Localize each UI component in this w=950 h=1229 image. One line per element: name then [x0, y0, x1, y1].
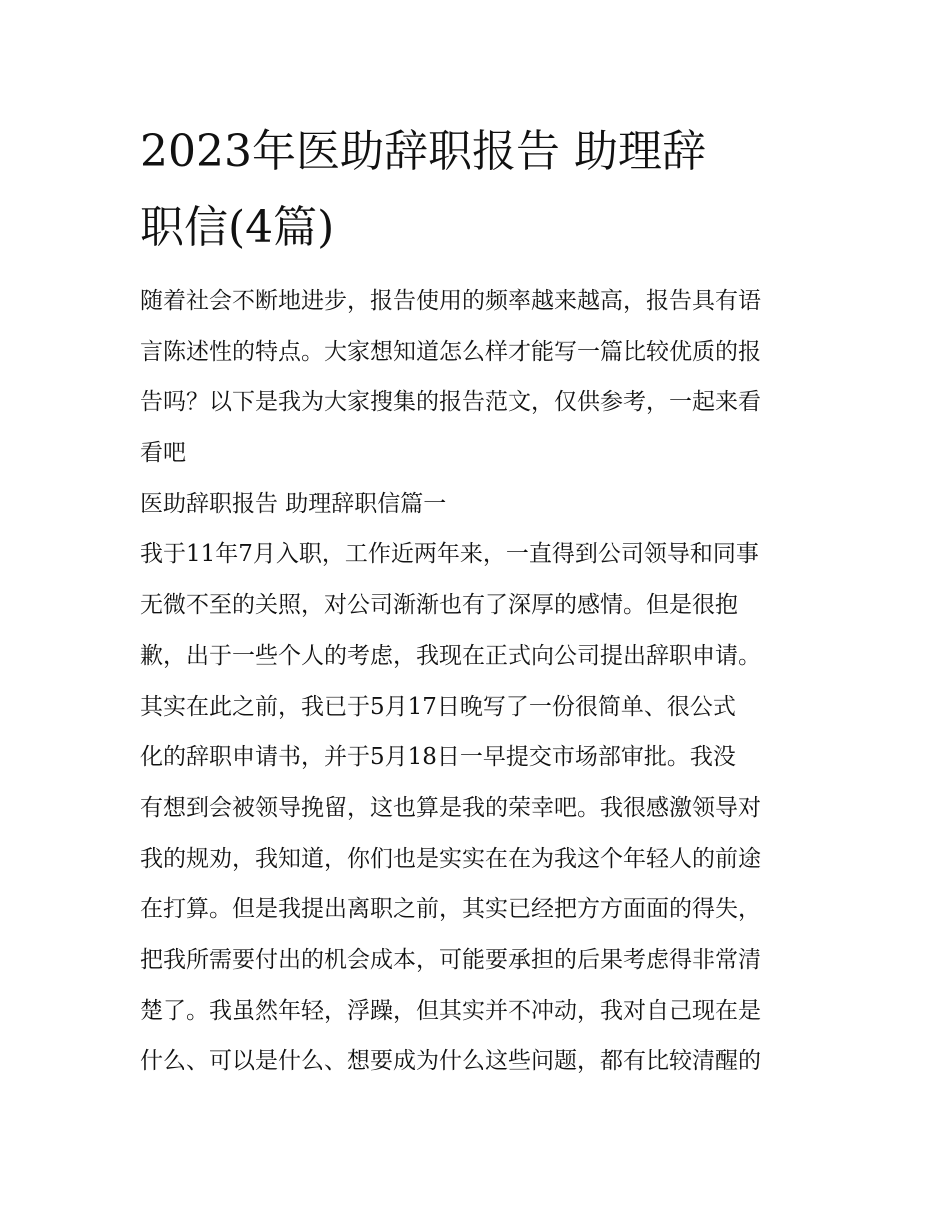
title-line-2: 职信(4篇) — [140, 202, 335, 253]
body-line: 看吧 — [140, 440, 186, 467]
body-line: 其实在此之前，我已于5月17日晚写了一份很简单、很公式 — [140, 693, 736, 720]
body-line: 什么、可以是什么、想要成为什么这些问题，都有比较清醒的 — [140, 1048, 761, 1075]
body-line: 把我所需要付出的机会成本，可能要承担的后果考虑得非常清 — [140, 946, 761, 973]
body-line: 化的辞职申请书，并于5月18日一早提交市场部审批。我没 — [140, 744, 736, 771]
body-line: 在打算。但是我提出离职之前，其实已经把方方面面的得失， — [140, 896, 761, 923]
section-heading: 医助辞职报告 助理辞职信篇一 — [140, 490, 447, 517]
body-line: 我于11年7月入职，工作近两年来，一直得到公司领导和同事 — [140, 541, 759, 568]
document-body — [140, 280, 840, 1091]
body-line: 有想到会被领导挽留，这也算是我的荣幸吧。我很感激领导对 — [140, 794, 761, 821]
body-line: 言陈述性的特点。大家想知道怎么样才能写一篇比较优质的报 — [140, 338, 761, 365]
body-line: 我的规劝，我知道，你们也是实实在在为我这个年轻人的前途 — [140, 845, 761, 872]
body-line: 楚了。我虽然年轻，浮躁，但其实并不冲动，我对自己现在是 — [140, 997, 761, 1024]
body-line: 无微不至的关照，对公司渐渐也有了深厚的感情。但是很抱 — [140, 592, 738, 619]
body-line: 随着社会不断地进步，报告使用的频率越来越高，报告具有语 — [140, 288, 761, 314]
title-line-1: 2023年医助辞职报告 助理辞 — [140, 126, 706, 177]
document-title — [140, 114, 820, 266]
body-line: 告吗？以下是我为大家搜集的报告范文，仅供参考，一起来看 — [140, 389, 761, 416]
body-line: 歉，出于一些个人的考虑，我现在正式向公司提出辞职申请。 — [140, 642, 761, 669]
